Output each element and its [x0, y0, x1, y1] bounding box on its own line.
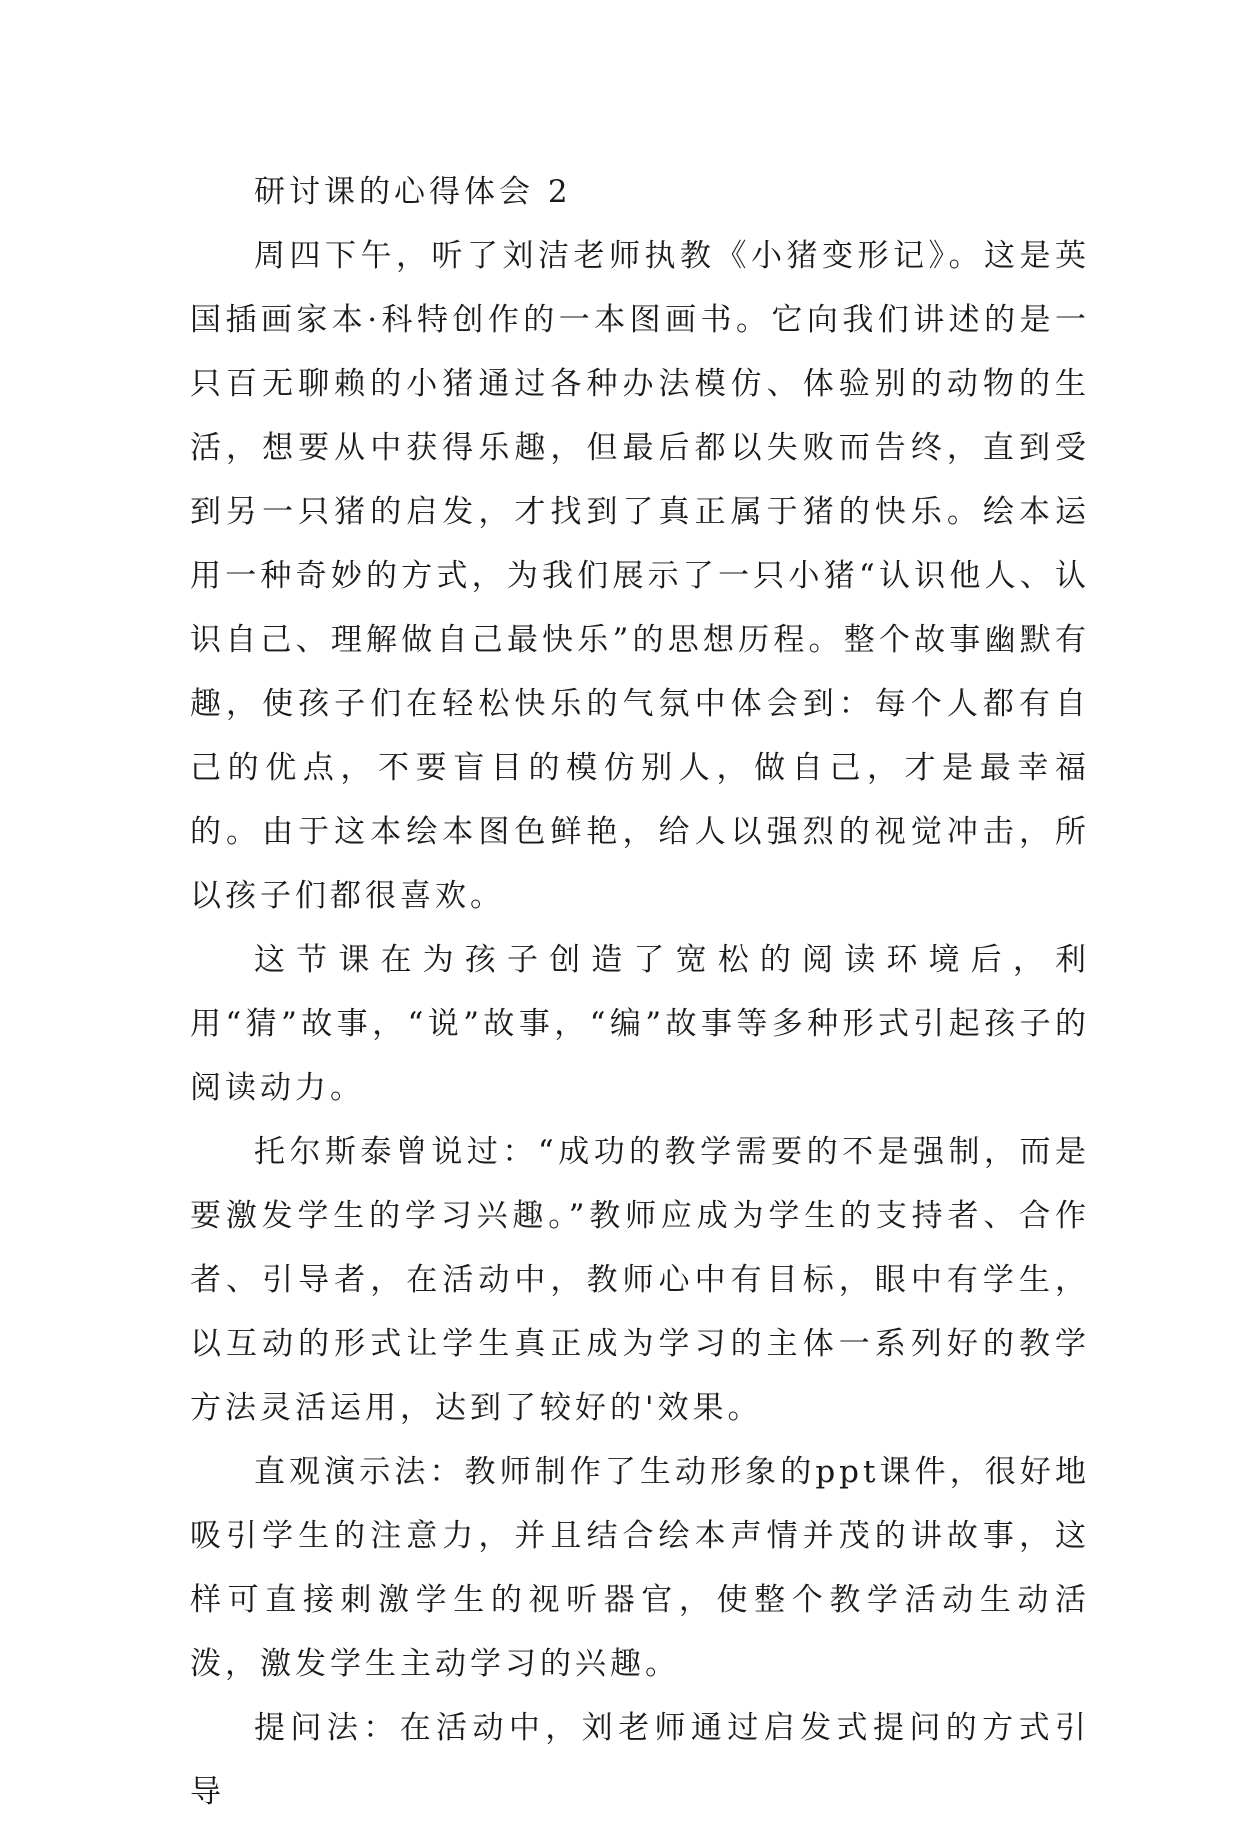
paragraph-lesson: 这节课在为孩子创造了宽松的阅读环境后，利用“猜”故事，“说”故事，“编”故事等多种形式引起孩子的阅读动力。	[190, 942, 1090, 1106]
paragraph-tolstoy: 托尔斯泰曾说过：“成功的教学需要的不是强制，而是要激发学生的学习兴趣。”教师应成为学生的支持者、合作者、引导者，在活动中，教师心中有目标，眼中有学生，以互动的形式让学生真正成为学习的主体一系列好的教学方法灵活运用，达到了较好的'效果。	[190, 1134, 1090, 1426]
document-title: 研讨课的心得体会 2	[254, 174, 572, 210]
paragraph-demonstration: 直观演示法：教师制作了生动形象的ppt课件，很好地吸引学生的注意力，并且结合绘本声情并茂的讲故事，这样可直接刺激学生的视听器官，使整个教学活动生动活泼，激发学生主动学习的兴趣。	[190, 1454, 1090, 1682]
paragraph-questioning: 提问法：在活动中，刘老师通过启发式提问的方式引导	[190, 1710, 1090, 1810]
paragraph-intro: 周四下午，听了刘洁老师执教《小猪变形记》。这是英国插画家本·科特创作的一本图画书。它向我们讲述的是一只百无聊赖的小猪通过各种办法模仿、体验别的动物的生活，想要从中获得乐趣，但最后都以失败而告终，直到受到另一只猪的启发，才找到了真正属于猪的快乐。绘本运用一种奇妙的方式，为我们展示了一只小猪“认识他人、认识自己、理解做自己最快乐”的思想历程。整个故事幽默有趣，使孩子们在轻松快乐的气氛中体会到：每个人都有自己的优点，不要盲目的模仿别人，做自己，才是最幸福的。由于这本绘本图色鲜艳，给人以强烈的视觉冲击，所以孩子们都很喜欢。	[190, 238, 1090, 914]
document-body	[190, 160, 1090, 1824]
